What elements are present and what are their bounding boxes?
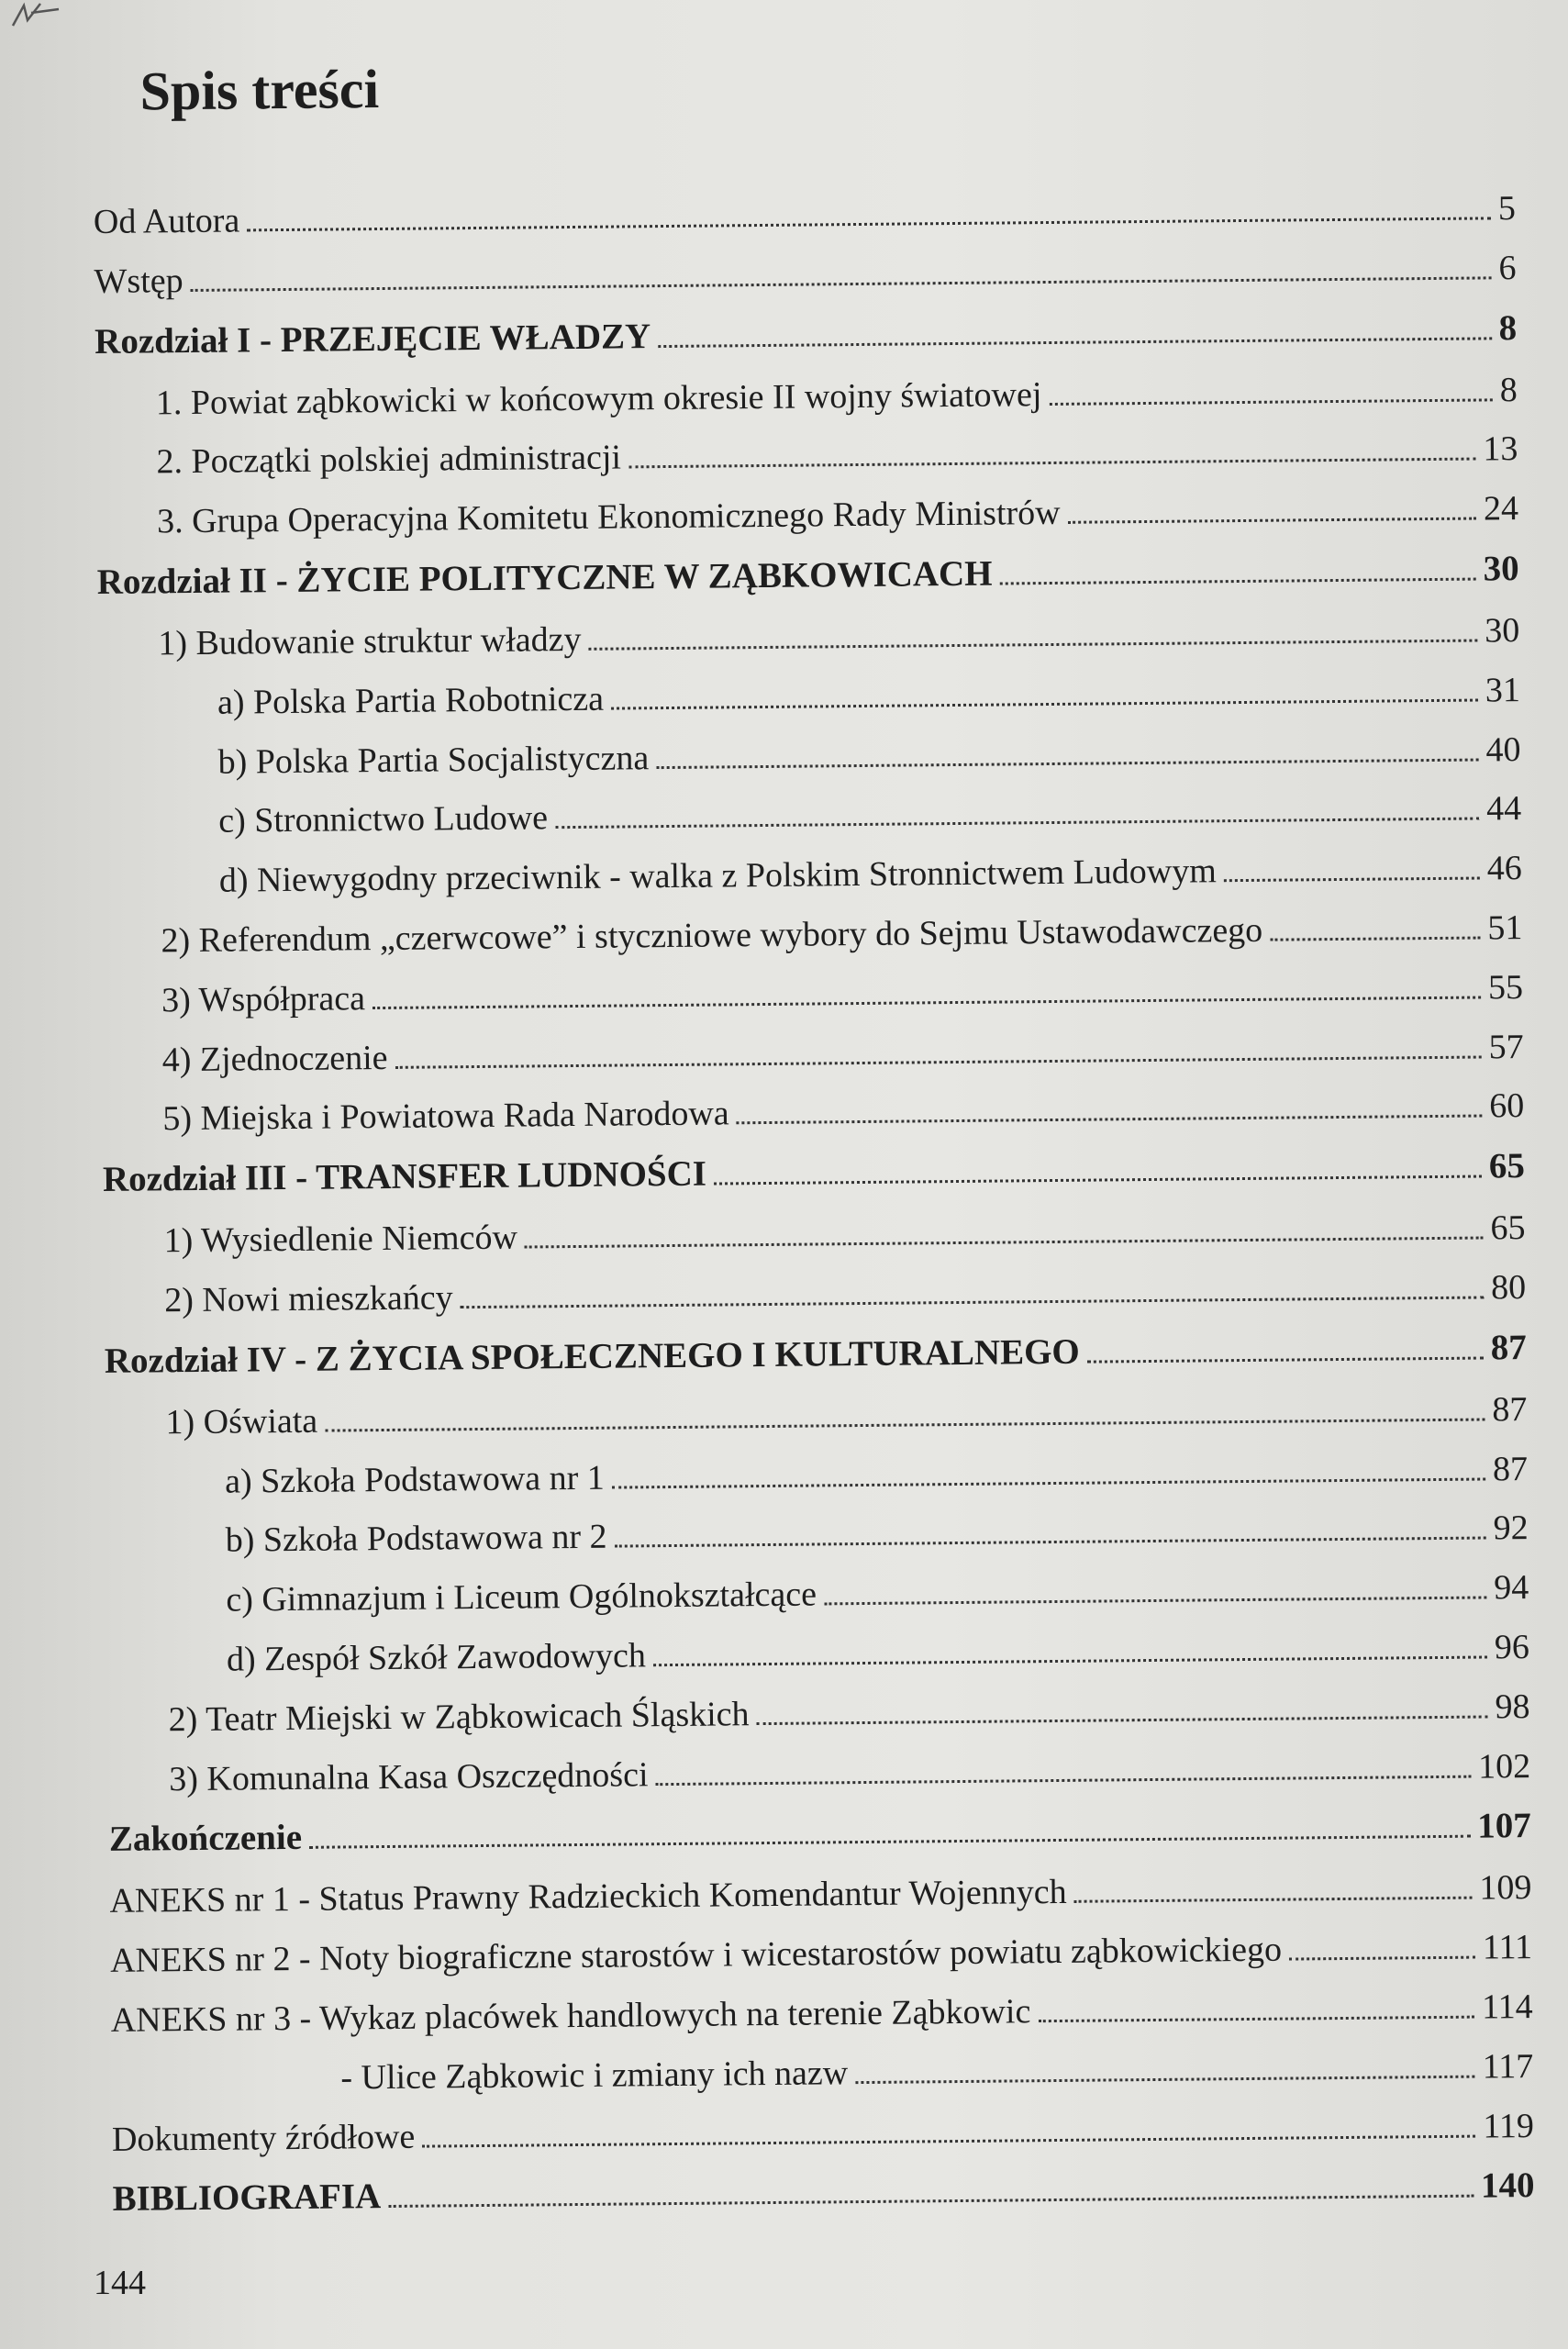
dot-leader bbox=[1050, 397, 1493, 406]
toc-entry-page: 40 bbox=[1485, 729, 1521, 770]
toc-entry-label: Dokumenty źródłowe bbox=[111, 2117, 416, 2159]
toc-entry-label: 1) Wysiedlenie Niemców bbox=[163, 1218, 518, 1261]
toc-entry-page: 60 bbox=[1489, 1086, 1525, 1126]
dot-leader bbox=[824, 1596, 1486, 1606]
dot-leader bbox=[658, 336, 1491, 348]
toc-entry-label: 2) Nowi mieszkańcy bbox=[164, 1278, 453, 1320]
toc-entry-page: 51 bbox=[1487, 908, 1523, 948]
dot-leader bbox=[309, 1834, 1470, 1849]
dot-leader bbox=[757, 1714, 1488, 1725]
toc-entry-page: 114 bbox=[1481, 1987, 1533, 2027]
toc-entry-page: 55 bbox=[1487, 967, 1524, 1008]
toc-entry-label: c) Stronnictwo Ludowe bbox=[218, 798, 549, 841]
toc-entry-page: 94 bbox=[1494, 1568, 1529, 1608]
dot-leader bbox=[656, 1774, 1472, 1786]
toc-entry-page: 111 bbox=[1482, 1928, 1533, 1967]
toc-entry-page: 87 bbox=[1490, 1327, 1527, 1368]
dot-leader bbox=[855, 2074, 1475, 2083]
dot-leader bbox=[422, 2133, 1475, 2147]
toc-entry-page: 6 bbox=[1498, 248, 1517, 288]
toc-entry-label: 4) Zjednoczenie bbox=[161, 1038, 388, 1079]
dot-leader bbox=[589, 639, 1478, 651]
dot-leader bbox=[1289, 1955, 1475, 1961]
toc-entry-page: 8 bbox=[1498, 307, 1518, 348]
toc-entry-page: 87 bbox=[1492, 1449, 1529, 1488]
table-of-contents bbox=[92, 23, 1535, 2241]
toc-entry-page: 8 bbox=[1499, 370, 1518, 409]
toc-entry-page: 5 bbox=[1497, 189, 1517, 228]
dot-leader bbox=[612, 1476, 1485, 1488]
toc-entry-page: 117 bbox=[1482, 2046, 1534, 2087]
toc-entry-page: 13 bbox=[1483, 429, 1518, 469]
toc-entry-label: 5) Miejska i Powiatowa Rada Narodowa bbox=[162, 1094, 729, 1139]
dot-leader bbox=[388, 2194, 1473, 2208]
toc-entry-label: BIBLIOGRAFIA bbox=[112, 2176, 382, 2220]
toc-entry-label: Wstęp bbox=[94, 261, 183, 301]
toc-entry-label: 1) Budowanie struktur władzy bbox=[158, 619, 582, 663]
toc-entry-page: 92 bbox=[1493, 1508, 1529, 1548]
toc-entry-label: Rozdział IV - Z ŻYCIA SPOŁECZNEGO I KULTURALNEGO bbox=[104, 1331, 1080, 1381]
toc-entry-label: Od Autora bbox=[93, 201, 240, 241]
toc-entry-label: 2) Teatr Miejski w Ząbkowicach Śląskich bbox=[168, 1694, 750, 1740]
toc-entry-page: 80 bbox=[1490, 1268, 1527, 1308]
pencil-mark bbox=[4, 0, 77, 33]
toc-entry-page: 109 bbox=[1479, 1868, 1532, 1908]
toc-entry-label: c) Gimnazjum i Liceum Ogólnokształcące bbox=[226, 1575, 817, 1620]
toc-entry-label: 3) Współpraca bbox=[161, 978, 366, 1020]
dot-leader bbox=[191, 275, 1492, 292]
dot-leader bbox=[656, 757, 1478, 769]
toc-entry-label: 3) Komunalna Kasa Oszczędności bbox=[169, 1754, 649, 1798]
dot-leader bbox=[1224, 876, 1480, 883]
dot-leader bbox=[461, 1295, 1485, 1308]
dot-leader bbox=[615, 1536, 1486, 1548]
toc-entry-label: b) Polska Partia Socjalistyczna bbox=[217, 738, 650, 782]
toc-entry-page: 46 bbox=[1486, 849, 1522, 888]
toc-entry-label: b) Szkoła Podstawowa nr 2 bbox=[225, 1518, 607, 1561]
toc-entry-page: 31 bbox=[1485, 670, 1521, 710]
dot-leader bbox=[395, 1054, 1482, 1068]
toc-entry-page: 44 bbox=[1485, 789, 1522, 829]
toc-entry-label: Zakończenie bbox=[108, 1818, 303, 1860]
page-title: Spis treści bbox=[139, 58, 380, 122]
toc-chapter-entry bbox=[112, 2165, 1535, 2241]
toc-entry-label: d) Zespół Szkół Zawodowych bbox=[226, 1636, 647, 1679]
toc-entry-label: 3. Grupa Operacyjna Komitetu Ekonomicznego Rady Ministrów bbox=[156, 494, 1061, 541]
dot-leader bbox=[611, 697, 1478, 709]
toc-entry-page: 102 bbox=[1477, 1746, 1531, 1787]
dot-leader bbox=[1074, 1896, 1473, 1903]
toc-entry-label: ANEKS nr 3 - Wykaz placówek handlowych na terenie Ząbkowic bbox=[110, 1992, 1031, 2040]
toc-entry-label: 2) Referendum „czerwcowe” i styczniowe wybory do Sejmu Ustawodawczego bbox=[161, 910, 1263, 961]
dot-leader bbox=[1068, 517, 1476, 524]
dot-leader bbox=[737, 1114, 1483, 1125]
toc-entry-label: 1. Powiat ząbkowicki w końcowym okresie II wojny światowej bbox=[155, 374, 1042, 422]
dot-leader bbox=[653, 1654, 1487, 1666]
dot-leader bbox=[555, 817, 1479, 829]
toc-entry-label: - Ulice Ząbkowic i zmiany ich nazw bbox=[340, 2053, 849, 2098]
toc-entry-label: a) Szkoła Podstawowa nr 1 bbox=[224, 1458, 606, 1501]
toc-entry-label: 2. Początki polskiej administracji bbox=[156, 438, 622, 482]
dot-leader bbox=[247, 216, 1491, 231]
toc-entries bbox=[94, 188, 1535, 2241]
dot-leader bbox=[525, 1236, 1484, 1249]
toc-entry-label: ANEKS nr 2 - Noty biograficzne starostów i wicestarostów powiatu ząbkowickiego bbox=[109, 1930, 1283, 1981]
toc-entry-page: 119 bbox=[1483, 2106, 1535, 2146]
toc-entry-page: 98 bbox=[1495, 1687, 1530, 1727]
dot-leader bbox=[373, 995, 1481, 1009]
toc-entry-label: Rozdział III - TRANSFER LUDNOŚCI bbox=[102, 1153, 707, 1200]
toc-entry-page: 30 bbox=[1485, 611, 1520, 651]
dot-leader bbox=[714, 1174, 1482, 1186]
toc-entry-label: a) Polska Partia Robotnicza bbox=[217, 679, 605, 722]
toc-entry-page: 65 bbox=[1490, 1208, 1526, 1248]
toc-entry-page: 57 bbox=[1488, 1027, 1524, 1066]
toc-entry-label: Rozdział II - ŻYCIE POLITYCZNE W ZĄBKOWICACH bbox=[96, 553, 993, 602]
toc-entry-page: 96 bbox=[1494, 1627, 1530, 1667]
toc-entry-page: 140 bbox=[1480, 2165, 1535, 2206]
dot-leader bbox=[1087, 1355, 1484, 1363]
toc-entry-page: 30 bbox=[1483, 549, 1519, 589]
toc-entry-label: 1) Oświata bbox=[165, 1401, 318, 1442]
toc-entry-label: ANEKS nr 1 - Status Prawny Radzieckich Komendantur Wojennych bbox=[109, 1873, 1067, 1921]
toc-entry-page: 87 bbox=[1492, 1389, 1528, 1430]
toc-entry-label: Rozdział I - PRZEJĘCIE WŁADZY bbox=[94, 316, 651, 362]
dot-leader bbox=[1038, 2015, 1474, 2023]
dot-leader bbox=[1000, 577, 1476, 585]
dot-leader bbox=[628, 457, 1475, 469]
toc-entry-page: 107 bbox=[1477, 1806, 1531, 1846]
dot-leader bbox=[325, 1417, 1485, 1431]
page-number: 144 bbox=[94, 2264, 146, 2302]
toc-entry-label: d) Niewygodny przeciwnik - walka z Polskim Stronnictwem Ludowym bbox=[218, 852, 1218, 900]
toc-entry-page: 24 bbox=[1483, 489, 1519, 529]
dot-leader bbox=[1270, 935, 1480, 941]
toc-entry-page: 65 bbox=[1488, 1146, 1526, 1186]
